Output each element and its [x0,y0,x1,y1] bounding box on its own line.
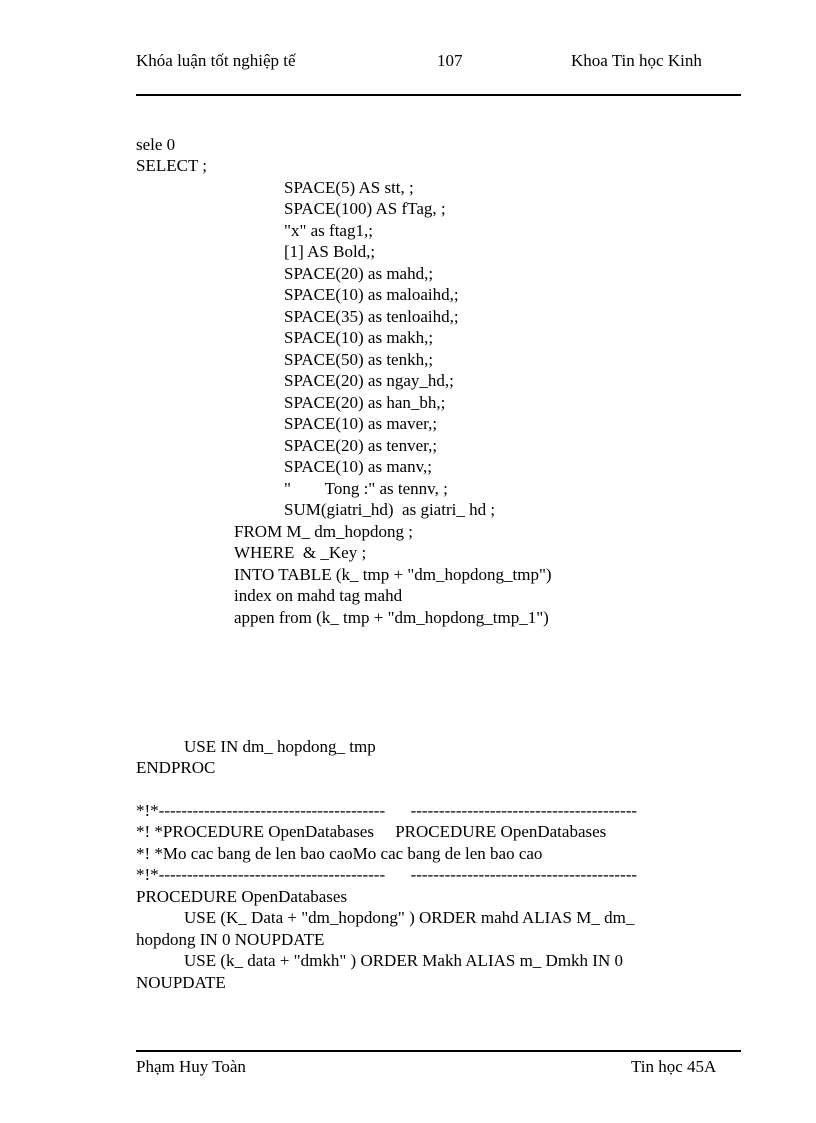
code-line: SUM(giatri_hd) as giatri_ hd ; [284,500,496,519]
code-line: FROM M_ dm_hopdong ; [234,522,413,541]
code-line: " Tong :" as tennv, ; [284,479,448,498]
code-line: SPACE(20) as mahd,; [284,264,434,283]
footer-class: Tin học 45A [631,1057,717,1076]
code-line: SPACE(20) as han_bh,; [284,393,446,412]
code-line: *! *Mo cac bang de len bao caoMo cac bang de len bao cao [136,844,543,863]
code-line: ENDPROC [136,758,216,777]
code-line: SPACE(10) as maloaihd,; [284,285,459,304]
code-line: sele 0 [136,135,176,154]
code-line: INTO TABLE (k_ tmp + "dm_hopdong_tmp") [234,565,552,584]
code-line: appen from (k_ tmp + "dm_hopdong_tmp_1") [234,608,549,627]
code-line: WHERE & _Key ; [234,543,367,562]
code-line: SPACE(5) AS stt, ; [284,178,414,197]
code-line: *!*---------------------------------------- ---------------------------------------- [136,801,638,820]
code-line: SPACE(20) as ngay_hd,; [284,371,454,390]
code-line: USE IN dm_ hopdong_ tmp [184,737,376,756]
code-line: SPACE(10) as maver,; [284,414,438,433]
code-line: SPACE(100) AS fTag, ; [284,199,446,218]
code-line: NOUPDATE [136,973,226,992]
code-line: hopdong IN 0 NOUPDATE [136,930,325,949]
code-line: SPACE(20) as tenver,; [284,436,438,455]
footer-rule [136,1050,741,1052]
code-line: USE (k_ data + "dmkh" ) ORDER Makh ALIAS m_ Dmkh IN 0 [184,951,623,970]
code-line: [1] AS Bold,; [284,242,376,261]
header-right-text: Khoa Tin học Kinh [571,51,702,70]
code-line: SPACE(10) as makh,; [284,328,434,347]
footer-author: Phạm Huy Toàn [136,1057,246,1076]
code-line: USE (K_ Data + "dm_hopdong" ) ORDER mahd ALIAS M_ dm_ [184,908,635,927]
header-left-text: Khóa luận tốt nghiệp tế [136,51,296,70]
code-line: "x" as ftag1,; [284,221,373,240]
code-line: *!*---------------------------------------- ---------------------------------------- [136,865,638,884]
code-line: SPACE(10) as manv,; [284,457,432,476]
page-number: 107 [437,51,463,70]
code-line: PROCEDURE OpenDatabases [136,887,348,906]
code-line: SPACE(50) as tenkh,; [284,350,434,369]
code-line: SELECT ; [136,156,207,175]
code-line: *! *PROCEDURE OpenDatabases PROCEDURE OpenDatabases [136,822,607,841]
code-line: SPACE(35) as tenloaihd,; [284,307,459,326]
header-rule [136,94,741,96]
code-line: index on mahd tag mahd [234,586,403,605]
